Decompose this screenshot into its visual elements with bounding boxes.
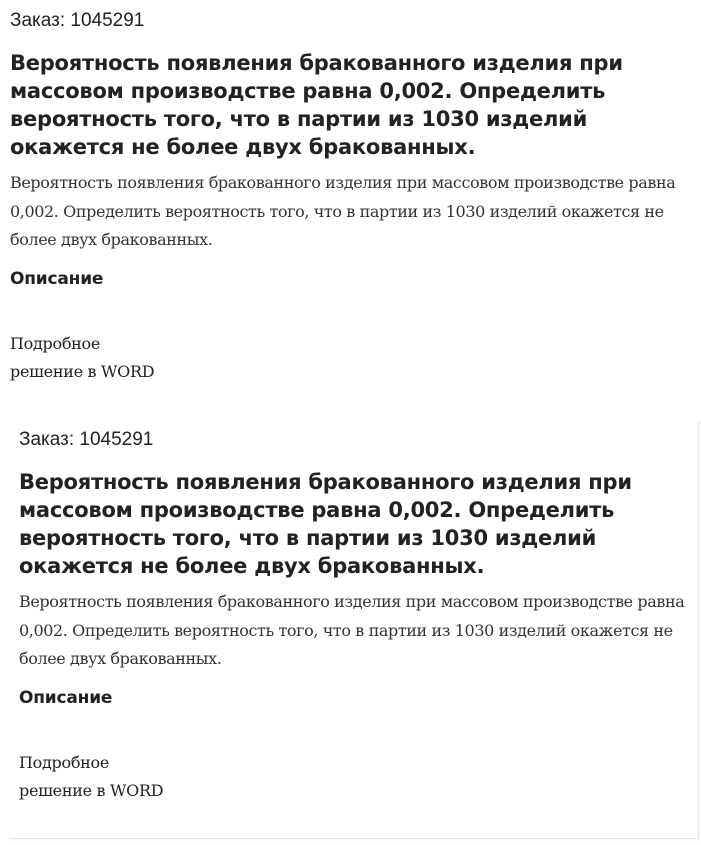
task-title: Вероятность появления бракованного изделия при массовом производстве равна 0,002. Определить вероятность того, что в партии из 1030 изделий окажется не более двух бракованных. (10, 51, 623, 159)
task-description: Вероятность появления бракованного изделия при массовом производстве равна 0,002. Определить вероятность того, что в партии из 1030 изделий окажется не более двух бракованных. (19, 592, 685, 668)
solution-note-line-2: решение в WORD (10, 362, 155, 381)
solution-note (10, 330, 210, 387)
task-title: Вероятность появления бракованного изделия при массовом производстве равна 0,002. Определить вероятность того, что в партии из 1030 изделий окажется не более двух бракованных. (19, 470, 632, 578)
description-heading: Описание (10, 268, 104, 289)
description-heading: Описание (19, 687, 113, 708)
order-number: Заказ: 1045291 (10, 10, 145, 31)
task-description: Вероятность появления бракованного изделия при массовом производстве равна 0,002. Определить вероятность того, что в партии из 1030 изделий окажется не более двух бракованных. (10, 173, 676, 249)
order-card-secondary (9, 421, 699, 839)
solution-note-line-1: Подробное (10, 333, 101, 353)
solution-note (19, 749, 219, 806)
solution-note-line-2: решение в WORD (19, 781, 164, 800)
order-number: Заказ: 1045291 (19, 429, 154, 450)
solution-note-line-1: Подробное (19, 752, 110, 772)
order-card-primary (0, 0, 701, 387)
